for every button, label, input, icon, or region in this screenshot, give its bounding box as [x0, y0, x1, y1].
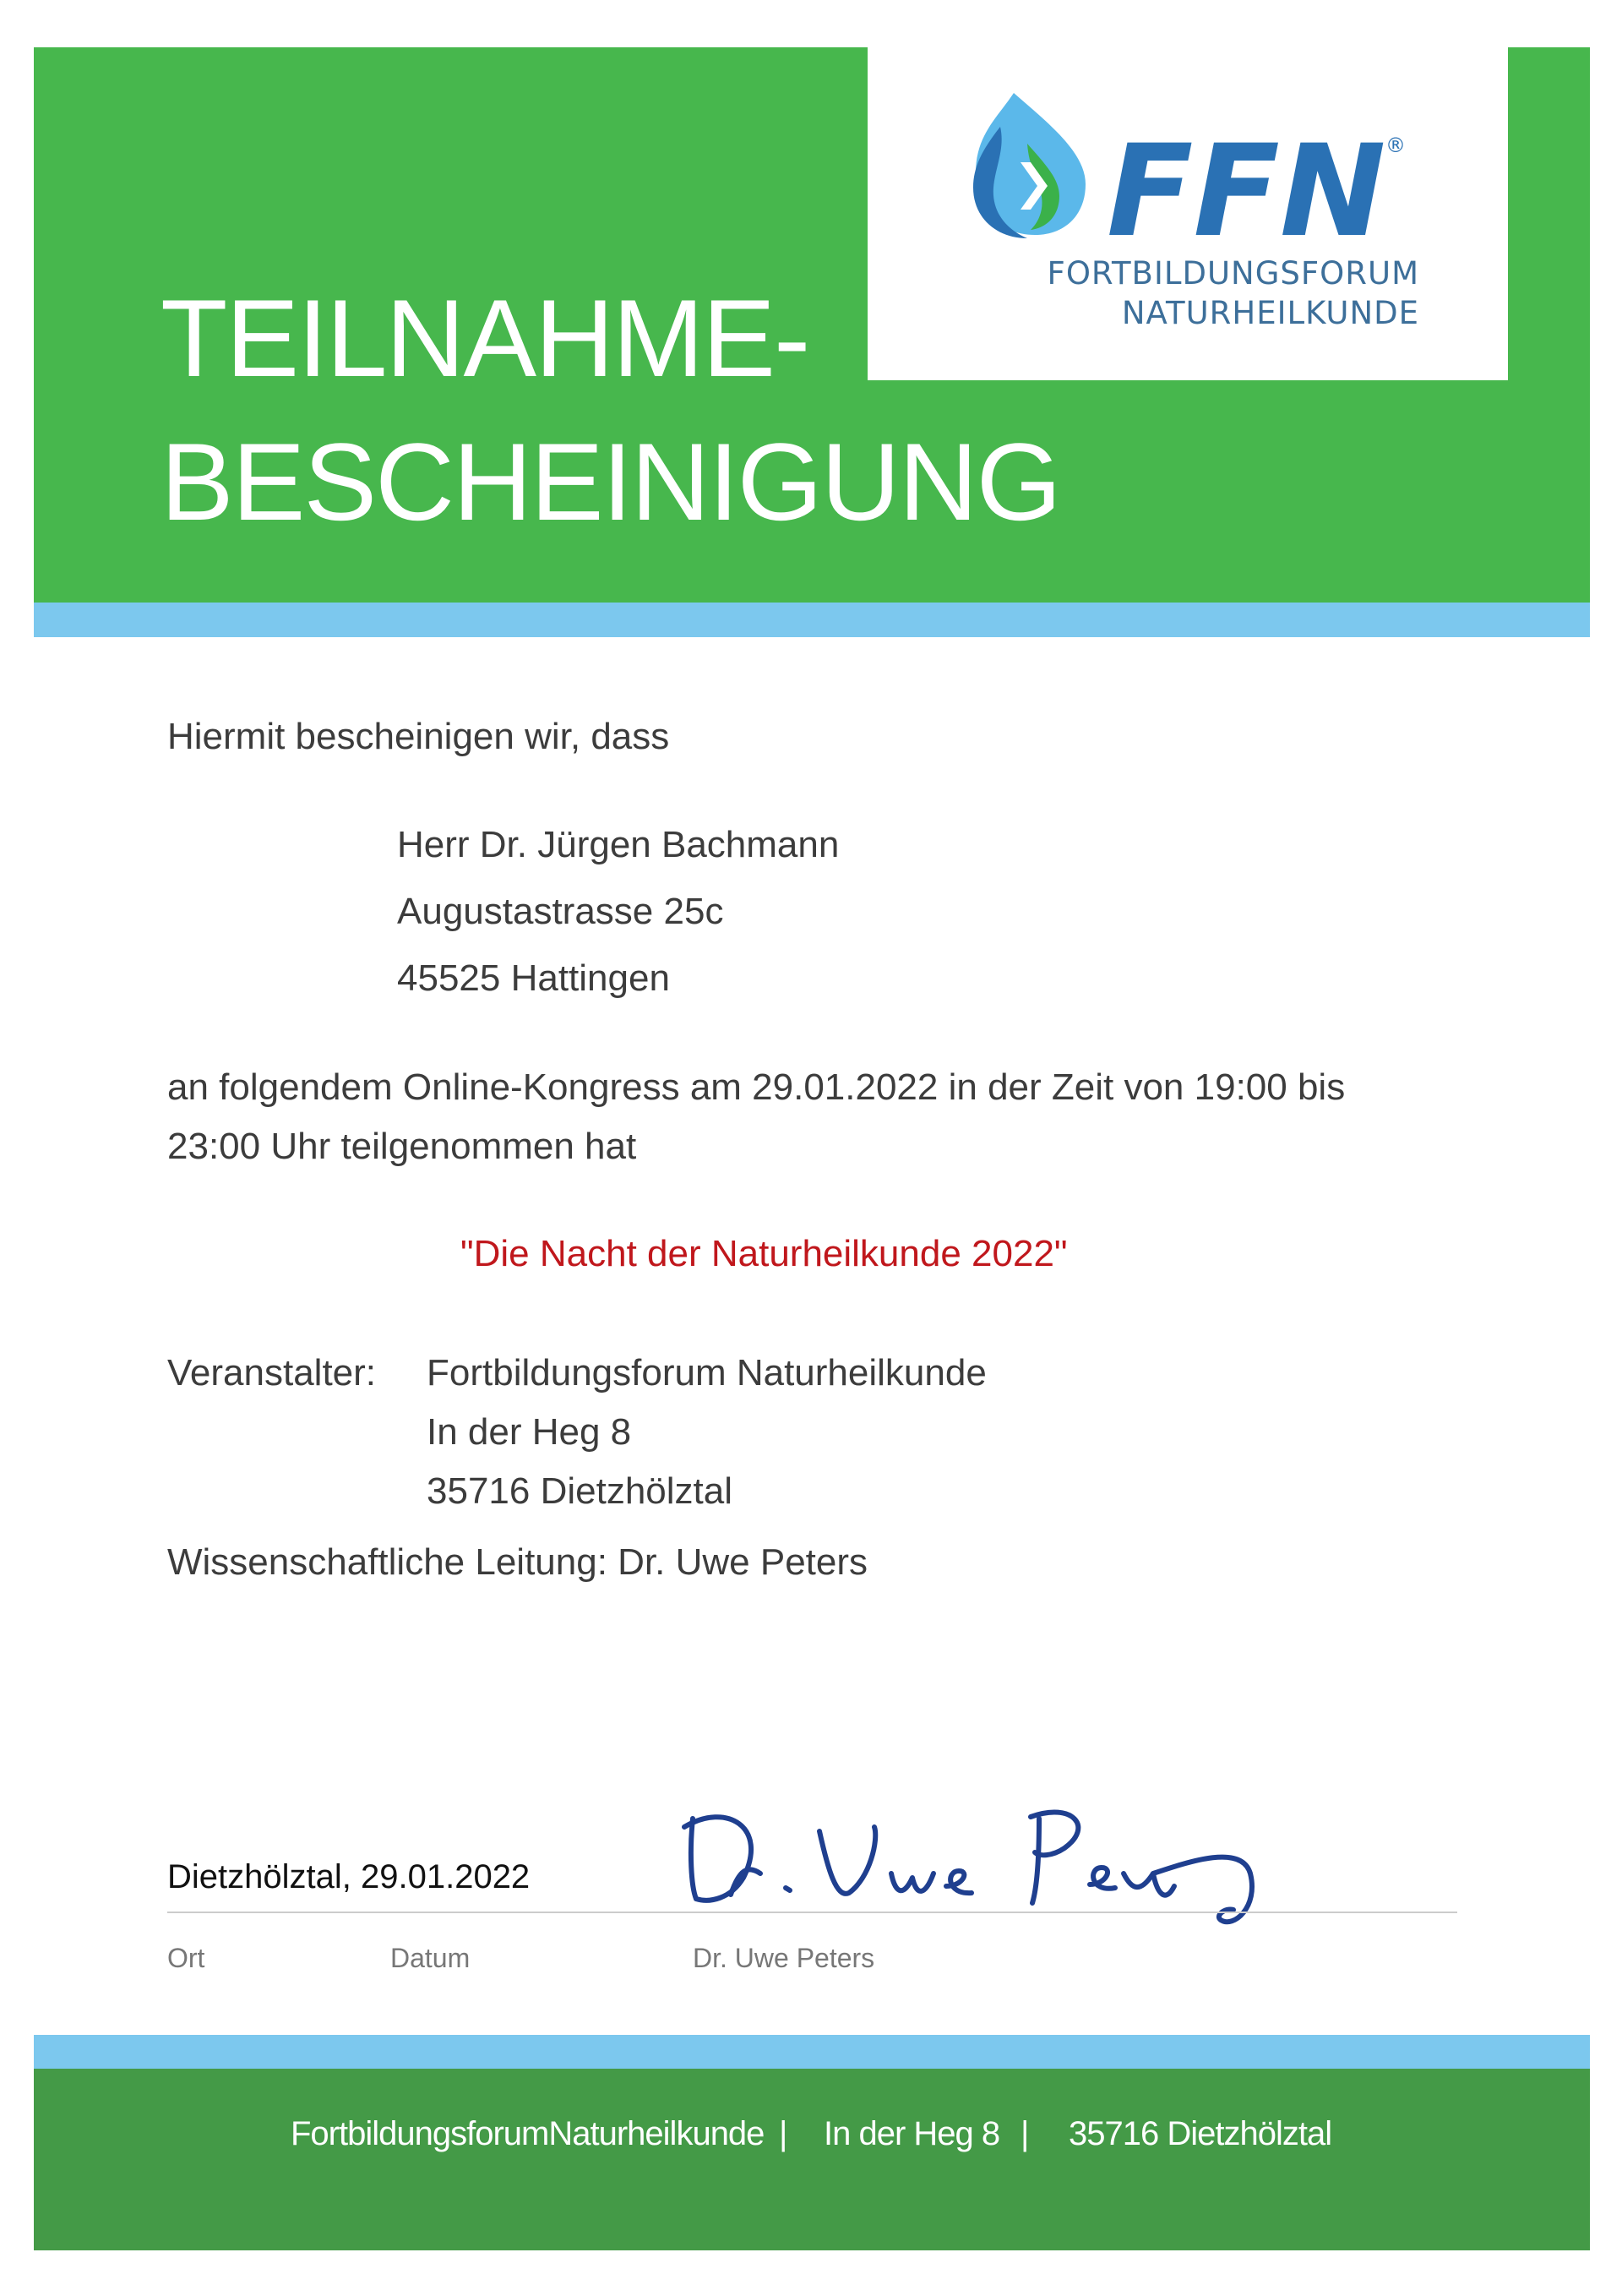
page-title-line-2: BESCHEINIGUNG	[161, 420, 1060, 543]
label-signer: Dr. Uwe Peters	[693, 1943, 875, 1973]
footer-separator: |	[779, 2115, 787, 2152]
droplet-logo-icon	[973, 93, 1086, 238]
footer-street: In der Heg 8	[824, 2115, 1000, 2152]
registered-mark: ®	[1385, 134, 1406, 157]
recipient-name: Herr Dr. Jürgen Bachmann	[397, 824, 840, 865]
organizer-label: Veranstalter:	[167, 1352, 377, 1393]
organizer-street: In der Heg 8	[427, 1411, 632, 1453]
place-date: Dietzhölztal, 29.01.2022	[167, 1858, 531, 1895]
footer-org: FortbildungsforumNaturheilkunde	[291, 2115, 765, 2152]
organizer-name: Fortbildungsforum Naturheilkunde	[427, 1352, 987, 1393]
event-description-line-1: an folgendem Online-Kongress am 29.01.2022 in der Zeit von 19:00 bis	[167, 1066, 1346, 1108]
footer-city: 35716 Dietzhölztal	[1069, 2115, 1332, 2152]
signature-line	[167, 1912, 1457, 1913]
page-title-line-1: TEILNAHME-	[161, 276, 809, 400]
handwritten-signature	[667, 1793, 1335, 1937]
recipient-city: 45525 Hattingen	[397, 957, 670, 999]
ffn-logo	[946, 85, 1419, 254]
footer-separator: |	[1021, 2115, 1029, 2152]
event-description-line-2: 23:00 Uhr teilgenommen hat	[167, 1126, 637, 1167]
logo-subline-2: NATURHEILKUNDE	[1121, 295, 1419, 331]
label-place: Ort	[167, 1943, 205, 1973]
event-title: "Die Nacht der Naturheilkunde 2022"	[460, 1233, 1068, 1274]
logo-letters: FFN	[1107, 118, 1386, 254]
recipient-street: Augustastrasse 25c	[397, 891, 724, 932]
intro-text: Hiermit bescheinigen wir, dass	[167, 716, 670, 757]
logo-subline-1: FORTBILDUNGSFORUM	[1047, 255, 1419, 292]
label-date: Datum	[390, 1943, 471, 1973]
scientific-lead: Wissenschaftliche Leitung: Dr. Uwe Peters	[167, 1541, 868, 1583]
footer-stripe	[34, 2035, 1590, 2069]
footer-band	[34, 2069, 1590, 2250]
organizer-city: 35716 Dietzhölztal	[427, 1470, 733, 1512]
header-stripe	[34, 603, 1590, 637]
